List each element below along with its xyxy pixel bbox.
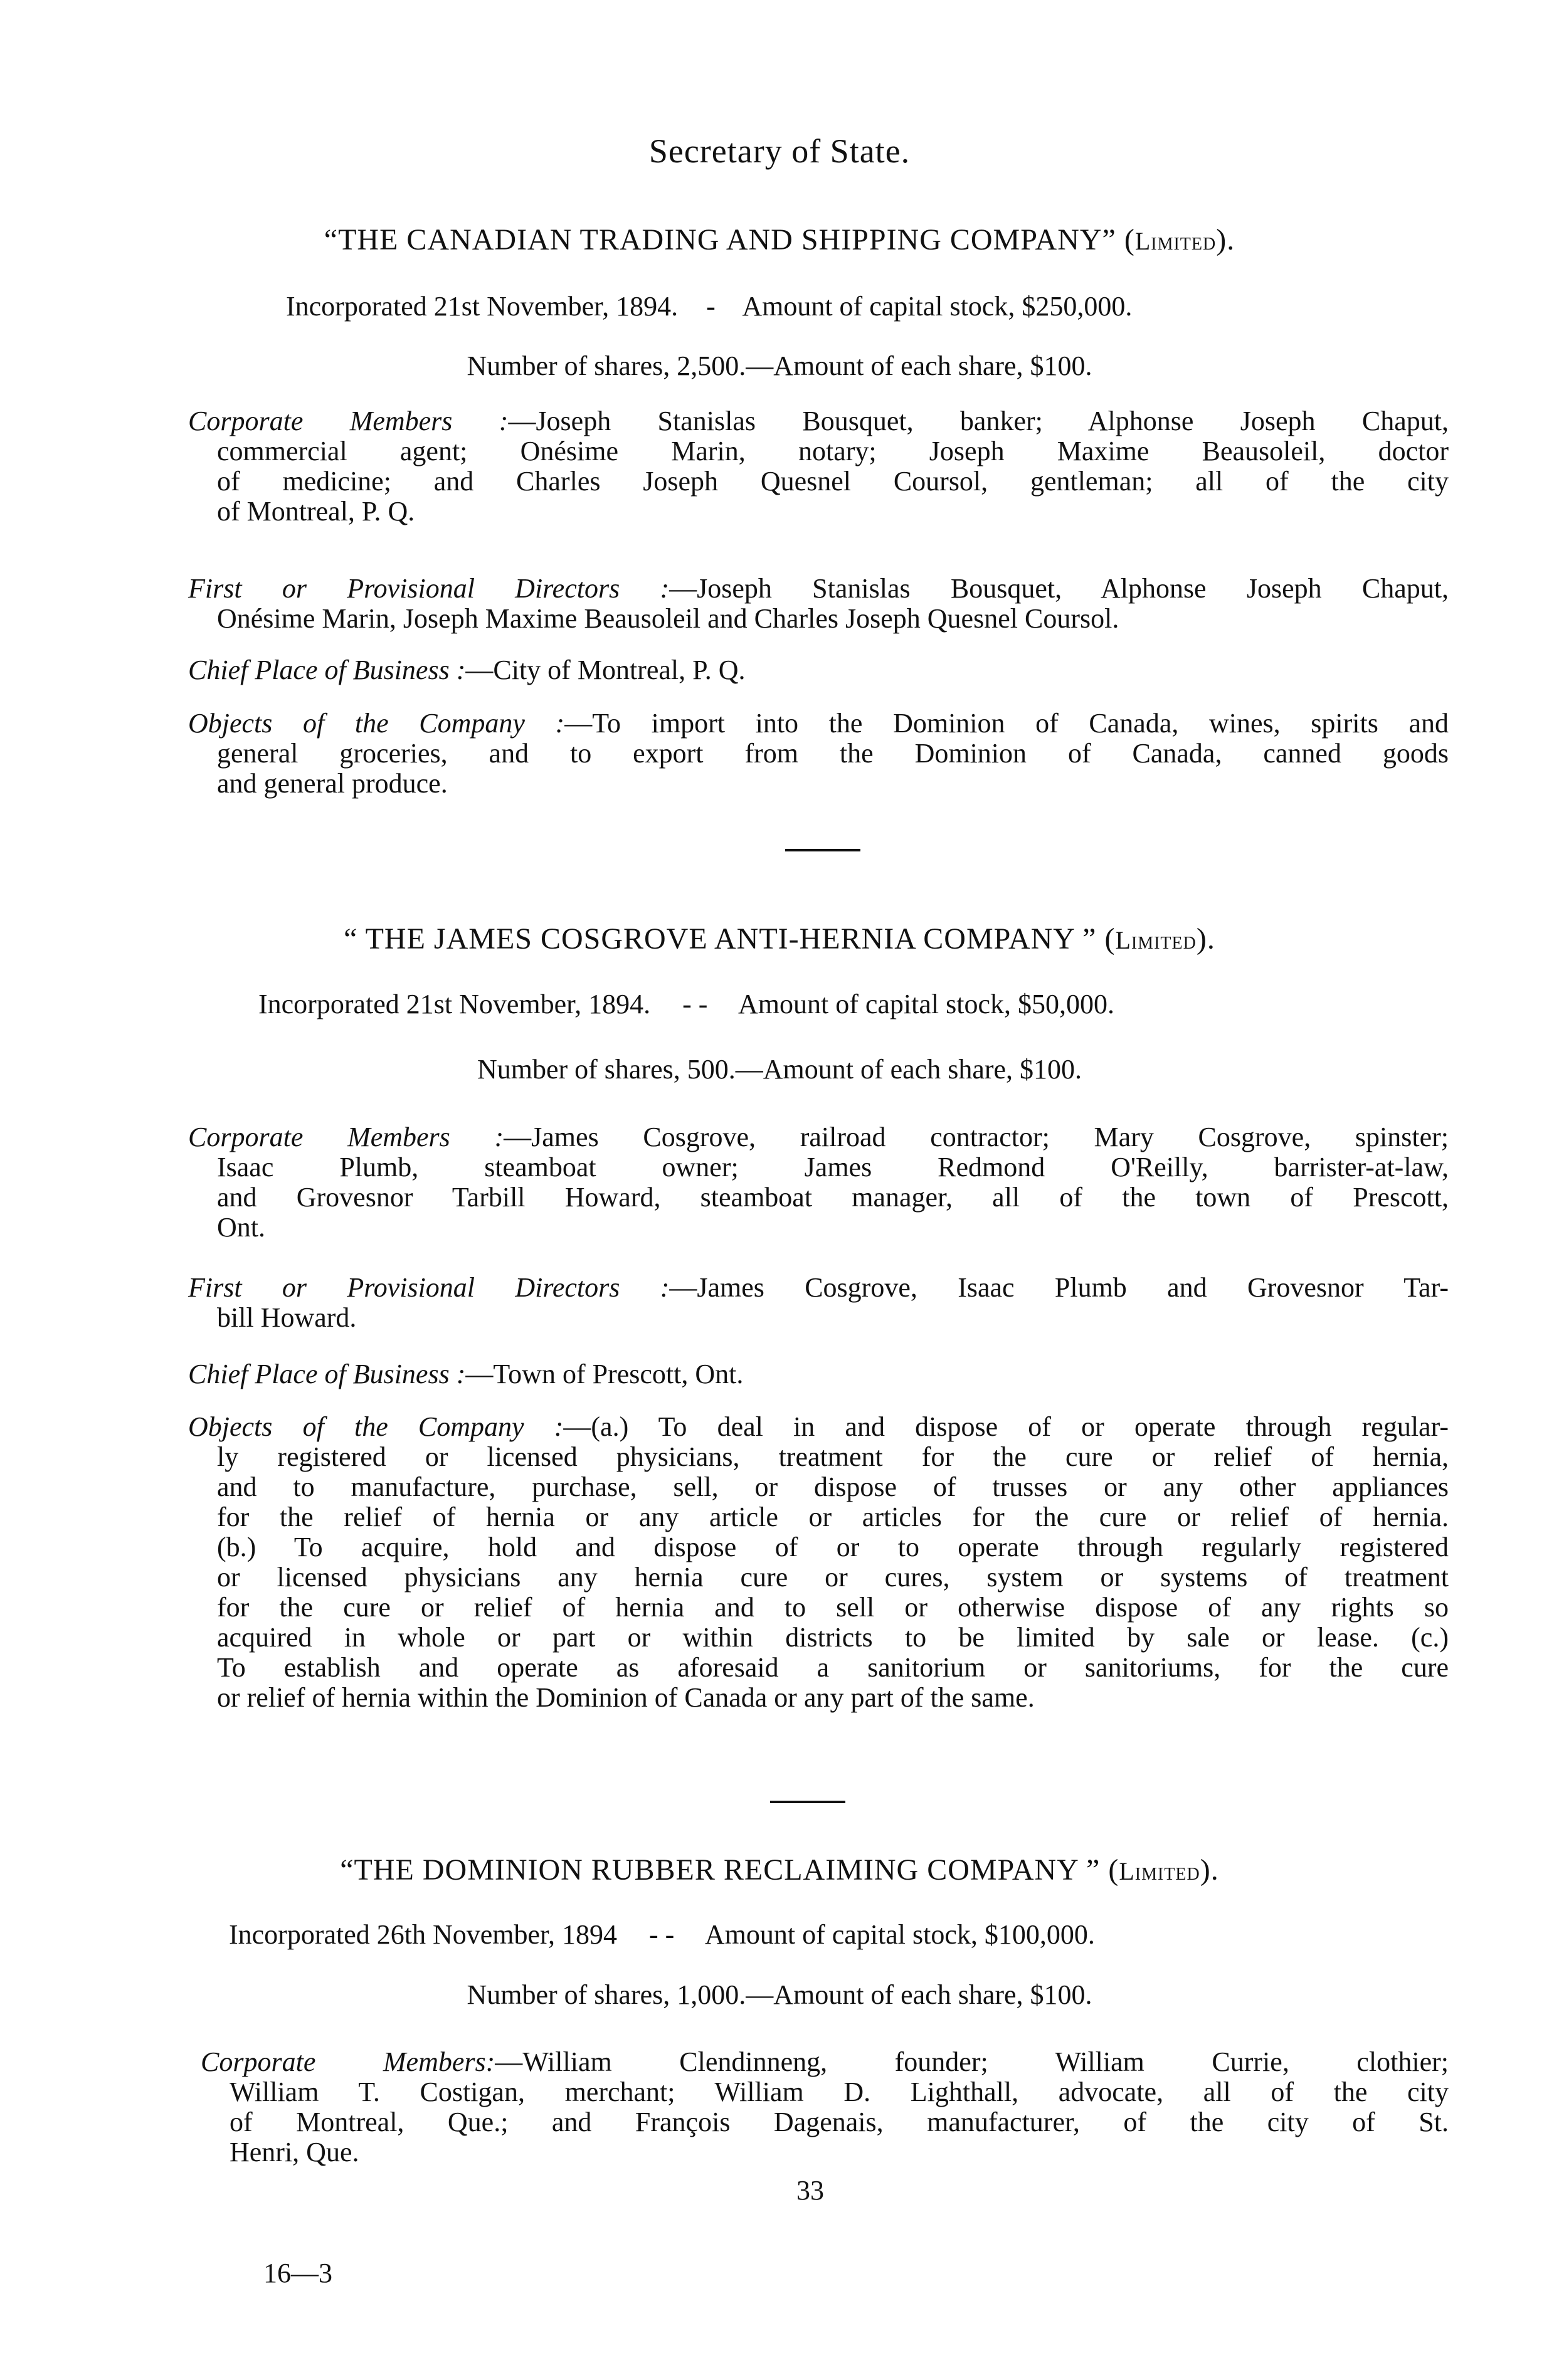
objects-text: —To import into the Dominion of Canada, wines, spirits and	[564, 708, 1449, 739]
shares-line-3: Number of shares, 1,000.—Amount of each share, $100.	[467, 1979, 1092, 2010]
incorporated-date: Incorporated 21st November, 1894.	[258, 989, 651, 1019]
incorporated-date: Incorporated 21st November, 1894.	[286, 291, 679, 322]
capital-stock: Amount of capital stock, $50,000.	[737, 989, 1114, 1019]
members-text: and Grovesnor Tarbill Howard, steamboat manager, all of the town of Prescott,	[217, 1182, 1449, 1213]
objects-text: (b.) To acquire, hold and dispose of or to operate through regularly registered	[217, 1532, 1449, 1562]
members-text: Isaac Plumb, steamboat owner; James Redmond O'Reilly, barrister-at-law,	[217, 1152, 1449, 1182]
provisional-directors-2	[188, 1273, 1449, 1333]
members-text: Ont.	[217, 1212, 265, 1243]
directors-text: Onésime Marin, Joseph Maxime Beausoleil and Charles Joseph Quesnel Coursol.	[217, 603, 1119, 634]
incorporated-date: Incorporated 26th November, 1894	[229, 1919, 617, 1950]
incorporation-line-3	[229, 1920, 1442, 1950]
business-label: Chief Place of Business :	[188, 655, 466, 685]
members-text: William T. Costigan, merchant; William D. Lighthall, advocate, all of the city	[230, 2077, 1449, 2107]
corporate-members-2	[188, 1122, 1449, 1243]
chief-place-2	[188, 1359, 1442, 1389]
directors-label: First or Provisional Directors :	[188, 1272, 670, 1303]
company-objects-2	[188, 1412, 1449, 1713]
directors-label: First or Provisional Directors :	[188, 573, 670, 604]
chief-place-1	[188, 655, 1442, 685]
business-text: —Town of Prescott, Ont.	[465, 1359, 744, 1389]
incorporation-line-2	[258, 989, 1442, 1019]
objects-text: and general produce.	[217, 768, 448, 799]
title-close: ).	[1200, 1853, 1219, 1887]
directors-text: —James Cosgrove, Isaac Plumb and Grovesnor Tar-	[669, 1272, 1449, 1303]
company-name: “THE CANADIAN TRADING AND SHIPPING COMPANY” (	[324, 223, 1135, 256]
members-text: —James Cosgrove, railroad contractor; Mary Cosgrove, spinster;	[504, 1122, 1449, 1152]
members-text: —William Clendinneng, founder; William Currie, clothier;	[495, 2046, 1449, 2077]
objects-text: general groceries, and to export from the Dominion of Canada, canned goods	[217, 738, 1449, 769]
title-close: ).	[1196, 922, 1215, 956]
members-text: of Montreal, P. Q.	[217, 496, 415, 527]
objects-text: or relief of hernia within the Dominion of Canada or any part of the same.	[217, 1682, 1035, 1713]
business-text: —City of Montreal, P. Q.	[465, 655, 746, 685]
limited-label: Limited	[1134, 227, 1217, 255]
members-label: Corporate Members :	[188, 1122, 504, 1152]
page-number: 33	[796, 2175, 824, 2206]
company-name: “THE DOMINION RUBBER RECLAIMING COMPANY ” (	[340, 1853, 1119, 1887]
dash: - -	[648, 1919, 675, 1950]
section-divider	[770, 1801, 845, 1803]
company-title-1	[0, 223, 1559, 257]
limited-label: Limited	[1115, 926, 1197, 954]
members-text: —Joseph Stanislas Bousquet, banker; Alphonse Joseph Chaput,	[508, 406, 1449, 436]
objects-text: ly registered or licensed physicians, treatment for the cure or relief of hernia,	[217, 1441, 1449, 1472]
shares-line-2: Number of shares, 500.—Amount of each share, $100.	[477, 1054, 1082, 1085]
objects-text: and to manufacture, purchase, sell, or dispose of trusses or any other appliances	[217, 1472, 1449, 1502]
objects-text: for the cure or relief of hernia and to sell or otherwise dispose of any rights so	[217, 1592, 1449, 1623]
signature-mark: 16—3	[263, 2258, 332, 2288]
objects-label: Objects of the Company :	[188, 1411, 564, 1442]
directors-text: bill Howard.	[217, 1302, 357, 1333]
objects-text: To establish and operate as aforesaid a sanitorium or sanitoriums, for the cure	[217, 1652, 1449, 1683]
company-title-3	[0, 1853, 1559, 1887]
business-label: Chief Place of Business :	[188, 1359, 466, 1389]
objects-label: Objects of the Company :	[188, 708, 565, 739]
capital-stock: Amount of capital stock, $250,000.	[742, 291, 1133, 322]
provisional-directors-1	[188, 574, 1449, 634]
objects-text: or licensed physicians any hernia cure or cures, system or systems of treatment	[217, 1562, 1449, 1593]
members-text: Henri, Que.	[230, 2137, 359, 2167]
company-name: “ THE JAMES COSGROVE ANTI-HERNIA COMPANY ” (	[344, 922, 1116, 956]
directors-text: —Joseph Stanislas Bousquet, Alphonse Joseph Chaput,	[669, 573, 1449, 604]
shares-line-1: Number of shares, 2,500.—Amount of each share, $100.	[467, 350, 1092, 381]
title-close: ).	[1216, 223, 1235, 256]
objects-text: —(a.) To deal in and dispose of or operate through regular-	[563, 1411, 1449, 1442]
members-label: Corporate Members:	[201, 2046, 495, 2077]
capital-stock: Amount of capital stock, $100,000.	[704, 1919, 1095, 1950]
running-header: Secretary of State.	[648, 132, 911, 170]
objects-text: for the relief of hernia or any article or articles for the cure or relief of hernia.	[217, 1502, 1449, 1532]
limited-label: Limited	[1119, 1857, 1200, 1885]
company-title-2	[0, 922, 1559, 956]
members-text: of Montreal, Que.; and François Dagenais, manufacturer, of the city of St.	[230, 2107, 1449, 2137]
members-text: commercial agent; Onésime Marin, notary; Joseph Maxime Beausoleil, doctor	[217, 436, 1449, 466]
corporate-members-3	[201, 2047, 1449, 2167]
section-divider	[785, 849, 860, 851]
members-text: of medicine; and Charles Joseph Quesnel Coursol, gentleman; all of the city	[217, 466, 1449, 497]
objects-text: acquired in whole or part or within districts to be limited by sale or lease. (c.)	[217, 1622, 1449, 1653]
company-objects-1	[188, 708, 1449, 799]
members-label: Corporate Members :	[188, 406, 509, 436]
corporate-members-1	[188, 406, 1449, 527]
dash: - -	[682, 989, 708, 1019]
incorporation-line-1	[286, 292, 1442, 322]
dash: -	[706, 291, 716, 322]
